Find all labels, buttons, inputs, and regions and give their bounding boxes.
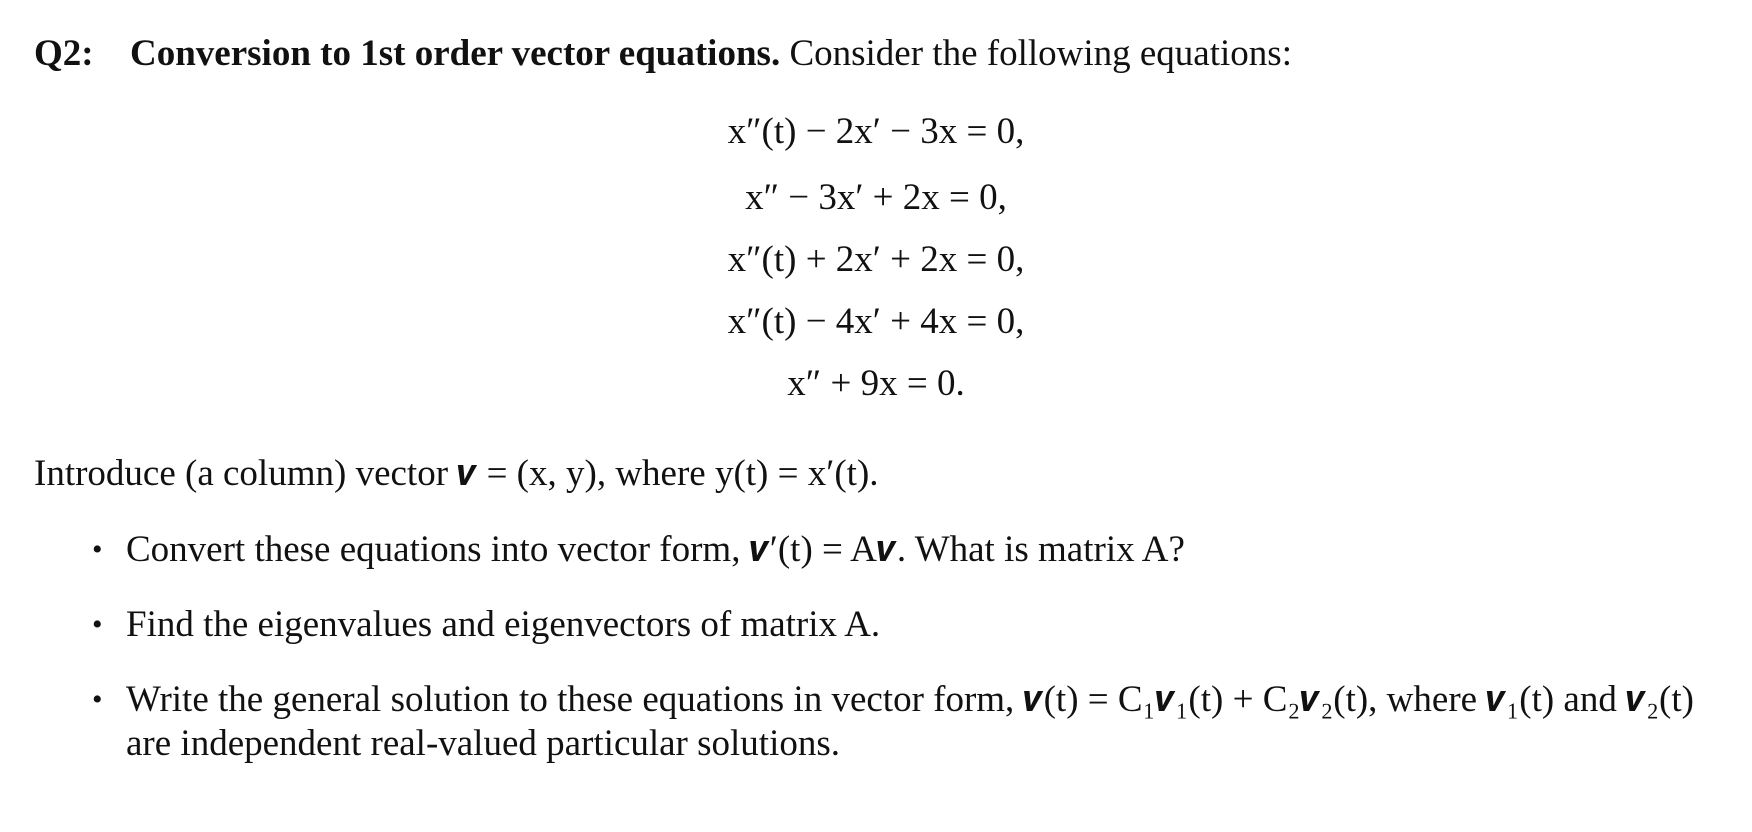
question-label: Q2: <box>34 33 94 74</box>
equation-2: x″ − 3x′ + 2x = 0, <box>745 177 1007 218</box>
equation-3: x″(t) + 2x′ + 2x = 0, <box>727 239 1025 280</box>
bullet-icon: • <box>92 533 103 566</box>
bullet-icon: • <box>92 608 103 641</box>
introduce-vector-text: Introduce (a column) vector 𝒗 = (x, y), where y(t) = x′(t). <box>34 453 879 494</box>
task-text-convert: Convert these equations into vector form, 𝒗′(t) = A𝒗. What is matrix A? <box>126 529 1185 570</box>
bullet-icon: • <box>92 683 103 716</box>
equation-4: x″(t) − 4x′ + 4x = 0, <box>727 301 1025 342</box>
equation-5: x″ + 9x = 0. <box>787 363 965 404</box>
task-text-general-solution: Write the general solution to these equations in vector form, 𝒗(t) = C₁𝒗₁(t) + C₂𝒗₂(t), where 𝒗₁(t) and 𝒗₂(t) are independent real-valued particular solutions. <box>126 679 1694 764</box>
task-text-eigen: Find the eigenvalues and eigenvectors of matrix A. <box>126 604 881 645</box>
question-heading <box>34 30 1292 78</box>
equation-1: x″(t) − 2x′ − 3x = 0, <box>727 111 1025 152</box>
question-intro: Consider the following equations: <box>780 33 1292 74</box>
question-title: Conversion to 1st order vector equations. <box>130 33 781 74</box>
